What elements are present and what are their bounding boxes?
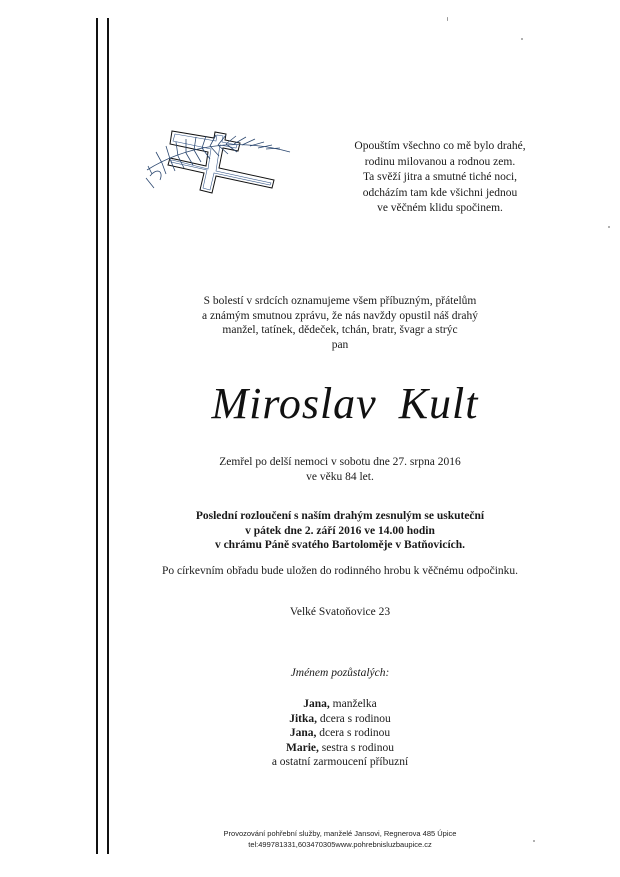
funeral-line: v pátek dne 2. září 2016 ve 14.00 hodin (245, 524, 435, 537)
death-notice (150, 455, 530, 484)
mourners-closing: a ostatní zarmoucení příbuzní (271, 756, 409, 769)
poem-line: Ta svěží jitra a smutné tiché noci, (362, 171, 518, 184)
address: Velké Svatoňovice 23 (289, 606, 391, 618)
scan-speck (447, 17, 448, 21)
mourner-name: Marie, (286, 741, 319, 754)
mourner-relation: dcera s rodinou (316, 727, 391, 740)
funeral-line: v chrámu Páně svatého Bartoloměje v Batňovicích. (214, 539, 466, 552)
footer-line: tel:499781331,603470305www.pohrebnisluzbaupice.cz (248, 840, 432, 849)
poem-line: odcházím tam kde všichni jednou (362, 186, 518, 199)
mourner-name: Jana, (303, 698, 330, 710)
mourners-heading: Jménem pozůstalých: (290, 667, 390, 679)
funeral-service-footer (150, 828, 530, 850)
announcement-line: a známým smutnou zprávu, že nás navždy opustil náš drahý (202, 309, 478, 322)
announcement-line: pan (331, 338, 349, 351)
mourner-relation: dcera s rodinou (317, 712, 391, 725)
left-border-line (96, 18, 98, 854)
mourner-relation: sestra s rodinou (318, 741, 394, 754)
mourner-item (150, 697, 530, 712)
mourner-relation: manželka (329, 698, 377, 710)
funeral-details (140, 509, 540, 553)
poem-line: Opouštím všechno co mě bylo drahé, (354, 140, 526, 152)
mourner-name: Jana, (289, 727, 317, 740)
poem-verse (320, 139, 560, 217)
poem-line: ve věčném klidu spočinem. (377, 202, 503, 215)
mourner-name: Jitka, (289, 712, 317, 725)
poem-line: rodinu milovanou a rodnou zem. (364, 155, 516, 168)
deceased-name: Miroslav Kult (211, 379, 479, 428)
scan-speck (521, 38, 523, 40)
announcement-line: S bolestí v srdcích oznamujeme všem příbuzným, přátelům (203, 295, 477, 307)
scan-speck (533, 840, 535, 842)
left-border-line-inner (107, 18, 109, 854)
funeral-line: Poslední rozloučení s naším drahým zesnulým se uskuteční (195, 510, 485, 522)
death-line: ve věku 84 let. (306, 470, 374, 483)
mourner-item (150, 741, 530, 756)
announcement-line: manžel, tatínek, dědeček, tchán, bratr, švagr a strýc (222, 324, 458, 337)
announcement-text (150, 294, 530, 352)
mourner-item (150, 712, 530, 727)
footer-line: Provozování pohřební služby, manželé Jansovi, Regnerova 485 Úpice (223, 829, 457, 838)
scan-speck (608, 226, 610, 228)
mourner-item (150, 726, 530, 741)
burial-note: Po církevním obřadu bude uložen do rodinného hrobu k věčnému odpočinku. (161, 565, 519, 577)
cross-with-palm-icon (142, 118, 292, 198)
death-line: Zemřel po delší nemoci v sobotu dne 27. srpna 2016 (219, 456, 461, 468)
mourners-list (150, 697, 530, 770)
